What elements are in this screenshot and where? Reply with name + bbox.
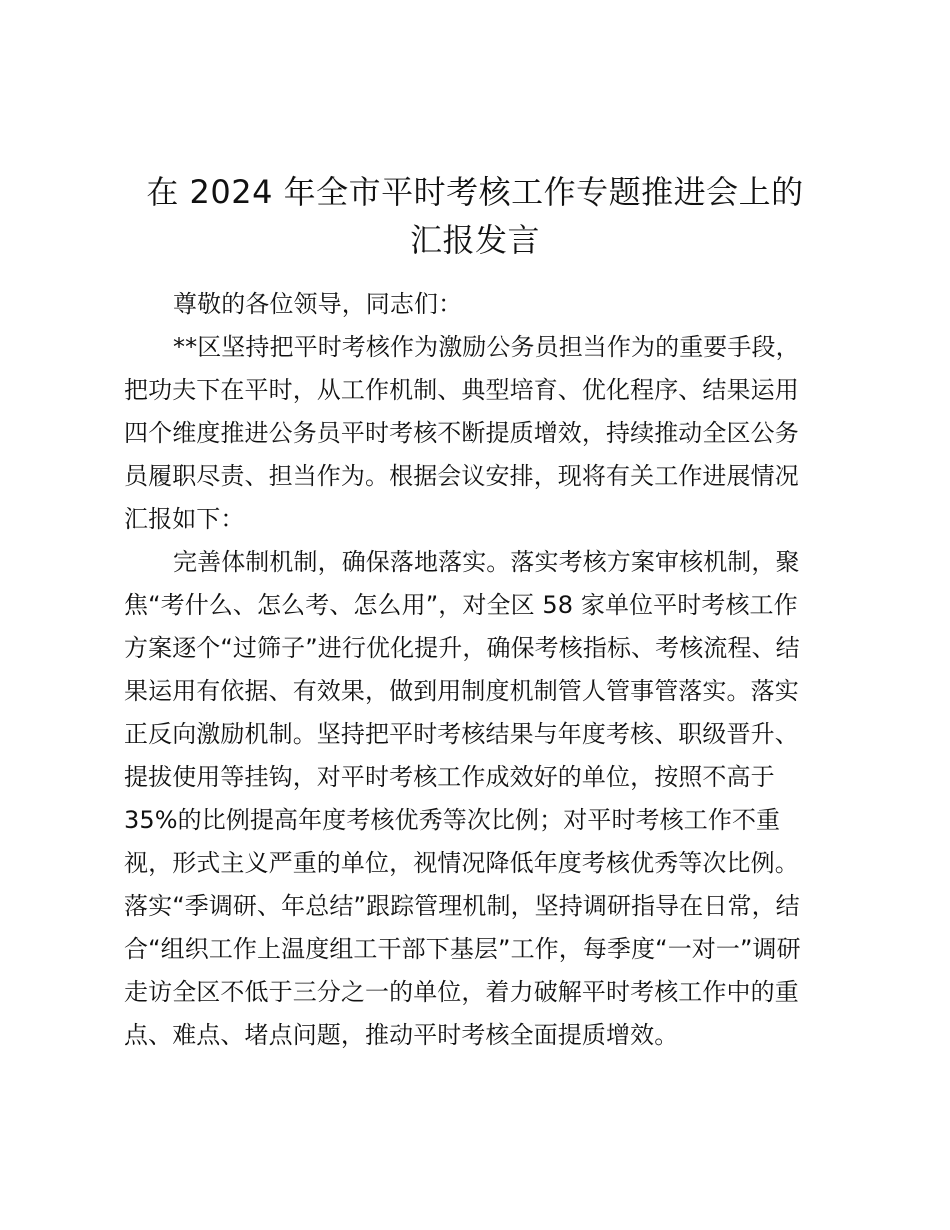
paragraph-line: 方案逐个“过筛子”进行优化提升，确保考核指标、考核流程、结 xyxy=(124,634,800,662)
paragraph-line: 完善体制机制，确保落地落实。落实考核方案审核机制，聚 xyxy=(173,548,800,576)
paragraph-line: 视，形式主义严重的单位，视情况降低年度考核优秀等次比例。 xyxy=(124,849,799,877)
paragraph-line: 果运用有依据、有效果，做到用制度机制管人管事管落实。落实 xyxy=(124,677,799,705)
paragraph-line: 点、难点、堵点问题，推动平时考核全面提质增效。 xyxy=(124,1021,679,1049)
paragraph-line: 合“组织工作上温度组工干部下基层”工作，每季度“一对一”调研 xyxy=(124,935,801,963)
paragraph-line: 提拔使用等挂钩，对平时考核工作成效好的单位，按照不高于 xyxy=(124,763,775,791)
document-title xyxy=(125,168,825,264)
paragraph-line: 正反向激励机制。坚持把平时考核结果与年度考核、职级晋升、 xyxy=(124,720,799,748)
paragraph-line: 员履职尽责、担当作为。根据会议安排，现将有关工作进展情况 xyxy=(124,462,799,490)
paragraph-2 xyxy=(124,541,824,1057)
salutation: 尊敬的各位领导，同志们： xyxy=(173,290,463,318)
paragraph-1 xyxy=(124,326,824,541)
title-line-1: 在 2024 年全市平时考核工作专题推进会上的 xyxy=(146,173,804,211)
paragraph-line: 落实“季调研、年总结”跟踪管理机制，坚持调研指导在日常，结 xyxy=(124,892,800,920)
paragraph-line: 把功夫下在平时，从工作机制、典型培育、优化程序、结果运用 xyxy=(124,376,799,404)
paragraph-line: **区坚持把平时考核作为激励公务员担当作为的重要手段， xyxy=(173,333,800,361)
paragraph-line: 四个维度推进公务员平时考核不断提质增效，持续推动全区公务 xyxy=(124,419,799,447)
title-line-2: 汇报发言 xyxy=(409,221,540,259)
paragraph-line: 焦“考什么、怎么考、怎么用”，对全区 58 家单位平时考核工作 xyxy=(124,591,798,619)
paragraph-line: 走访全区不低于三分之一的单位，着力破解平时考核工作中的重 xyxy=(124,978,799,1006)
document-body xyxy=(124,283,824,1057)
paragraph-line: 汇报如下： xyxy=(124,505,245,533)
paragraph-line: 35%的比例提高年度考核优秀等次比例；对平时考核工作不重 xyxy=(124,806,781,834)
